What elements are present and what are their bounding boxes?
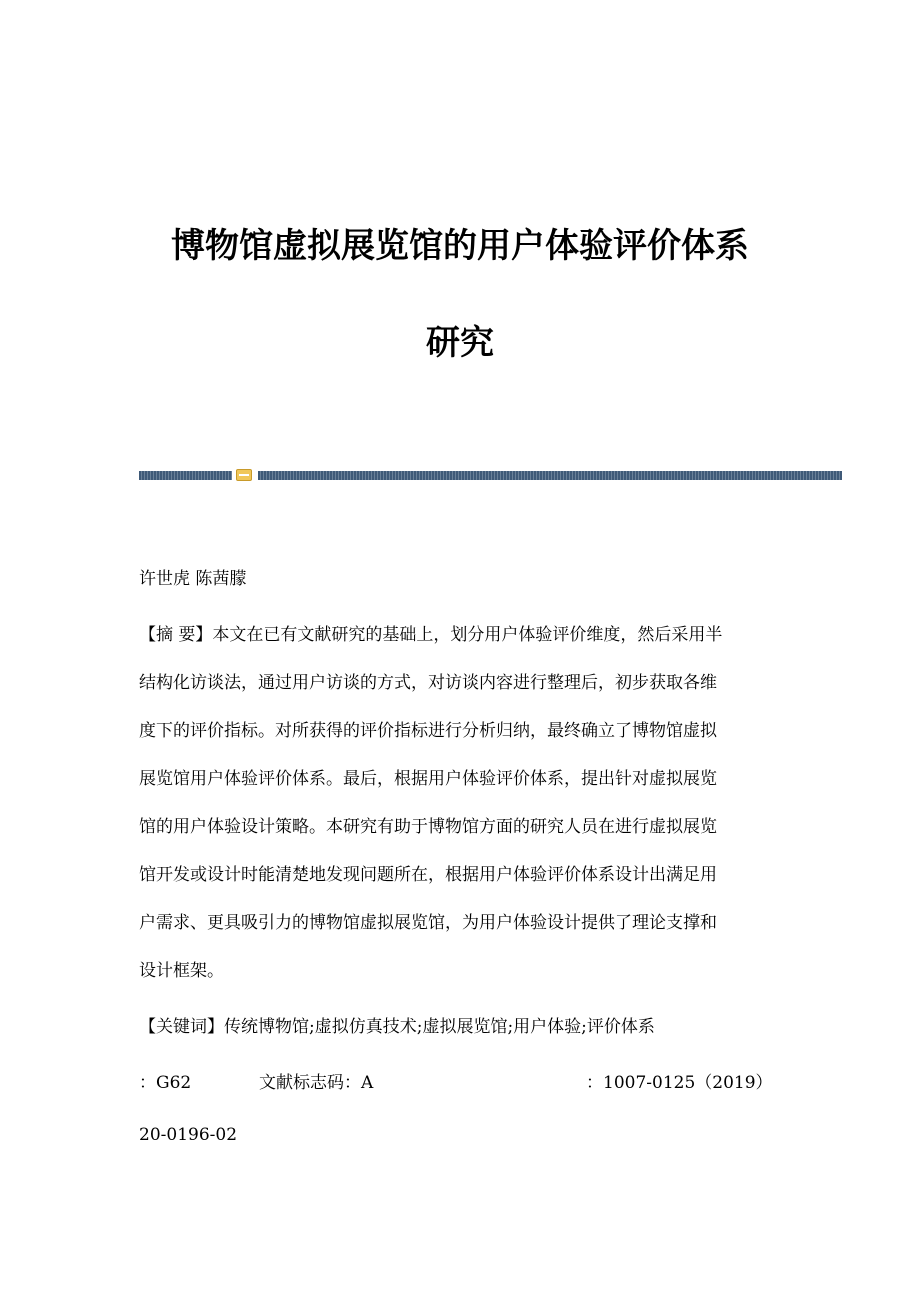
- abstract-line: 馆的用户体验设计策略。本研究有助于博物馆方面的研究人员在进行虚拟展览: [139, 817, 717, 837]
- title-divider: [139, 471, 842, 480]
- page-title-line-2: 研究: [426, 323, 494, 363]
- document-code: 文献标志码：A: [259, 1073, 374, 1093]
- keywords: 【关键词】传统博物馆;虚拟仿真技术;虚拟展览馆;用户体验;评价体系: [139, 1017, 655, 1037]
- issn-code: ：1007-0125（2019）: [586, 1073, 773, 1093]
- divider-bar-right: [258, 471, 842, 480]
- abstract-line: 户需求、更具吸引力的博物馆虚拟展览馆，为用户体验设计提供了理论支撑和: [139, 913, 717, 933]
- abstract-line: 馆开发或设计时能清楚地发现问题所在，根据用户体验评价体系设计出满足用: [139, 865, 717, 885]
- divider-bar-left: [139, 471, 232, 480]
- page-title-line-1: 博物馆虚拟展览馆的用户体验评价体系: [171, 226, 749, 266]
- authors: 许世虎 陈茜朦: [139, 569, 247, 589]
- classification-code: ：G62: [139, 1073, 192, 1093]
- abstract-line: 度下的评价指标。对所获得的评价指标进行分析归纳，最终确立了博物馆虚拟: [139, 721, 717, 741]
- abstract-line: 设计框架。: [139, 961, 224, 981]
- abstract-line: 结构化访谈法，通过用户访谈的方式，对访谈内容进行整理后，初步获取各维: [139, 673, 717, 693]
- abstract: [139, 626, 789, 1010]
- article-number: 20-0196-02: [139, 1125, 238, 1145]
- divider-emblem-icon: [236, 469, 252, 481]
- abstract-line: 【摘 要】本文在已有文献研究的基础上，划分用户体验评价维度，然后采用半: [139, 625, 723, 645]
- abstract-line: 展览馆用户体验评价体系。最后，根据用户体验评价体系，提出针对虚拟展览: [139, 769, 717, 789]
